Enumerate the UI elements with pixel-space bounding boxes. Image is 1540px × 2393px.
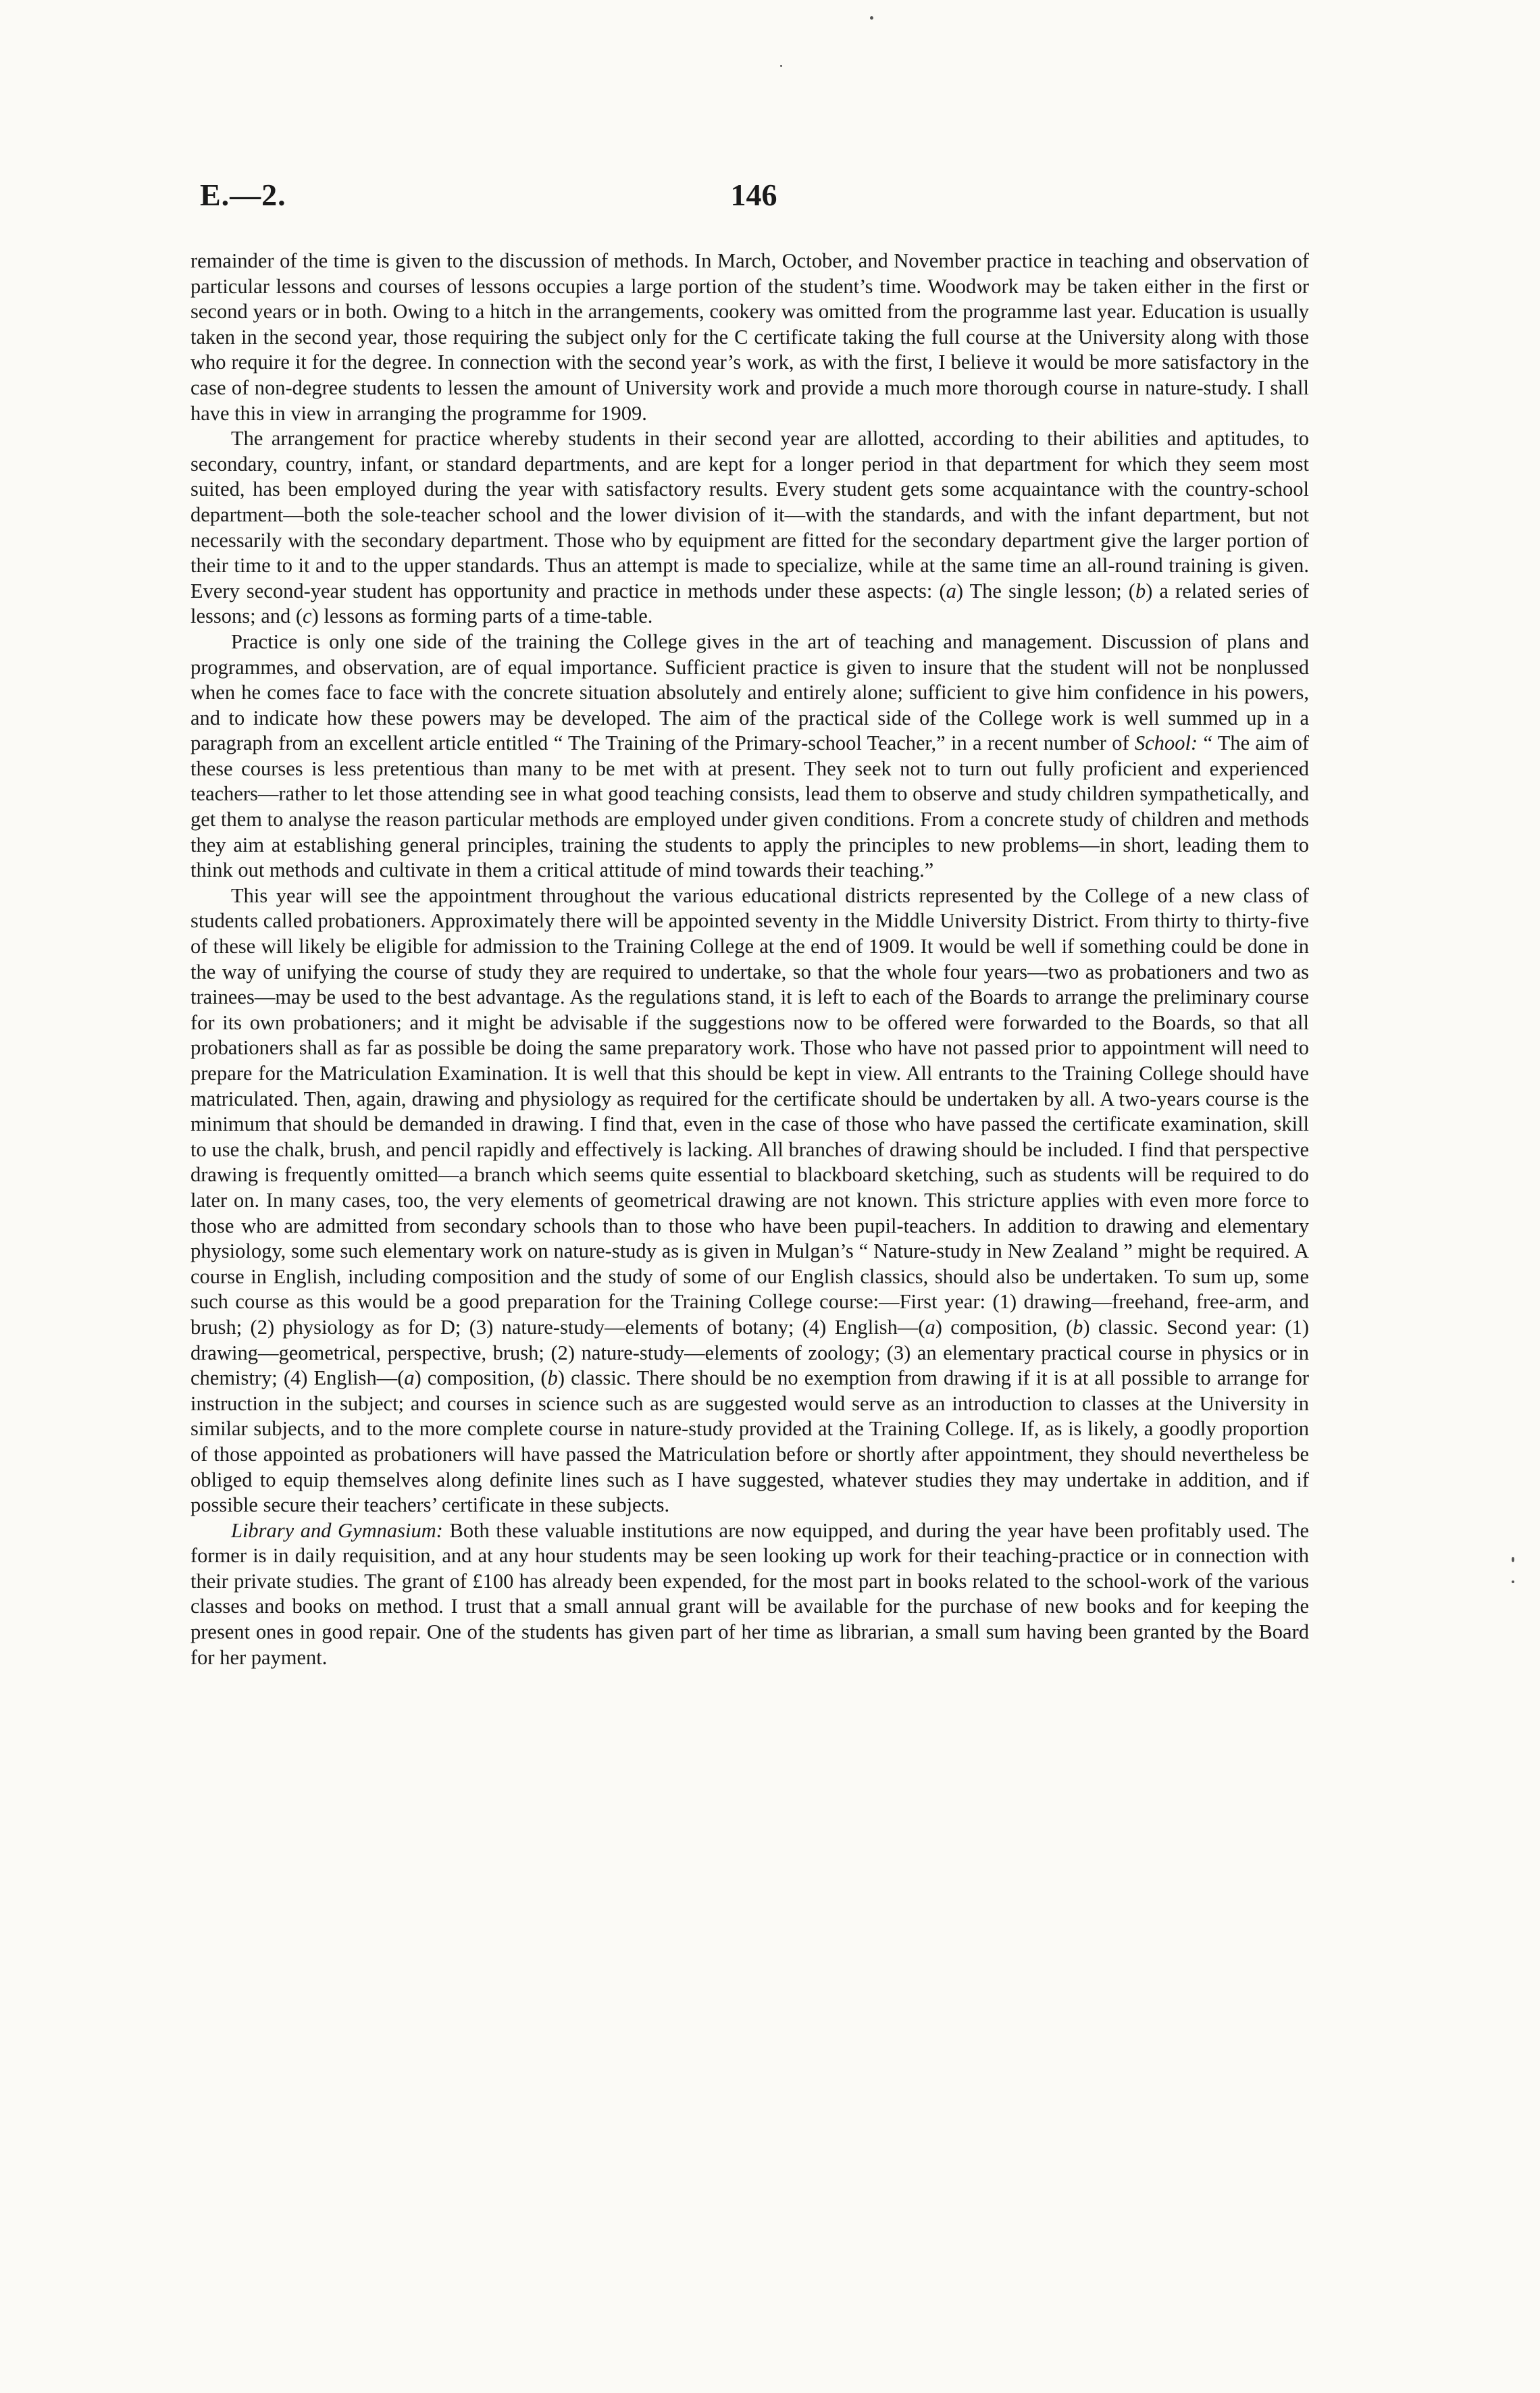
scan-speck bbox=[780, 65, 782, 67]
text-run: This year will see the appointment throughout the various educational districts represented by the College of a new class of students called probationers. Approximately there will be appointed seventy in the Middle University District. From thirty to thirty-five of these will likely be eligible for admission to the Training College at the end of 1909. It would be well if something could be done in the way of unifying the course of study they are required to undertake, so that the whole four years—two as probationers and two as trainees—may be used to the best advantage. As the regulations stand, it is left to each of the Boards to arrange the preliminary course for its own probationers; and it might be advisable if the suggestions now to be offered were forwarded to the Boards, so that all probationers shall as far as possible be doing the same preparatory work. Those who have not passed prior to appointment will need to prepare for the Matriculation Examination. It is well that this should be kept in view. All entrants to the Training College should have matriculated. Then, again, drawing and physiology as required for the certificate should be undertaken by all. A two-years course is the minimum that should be demanded in drawing. I find that, even in the case of those who have passed the certificate examination, skill to use the chalk, brush, and pencil rapidly and effectively is lacking. All branches of drawing should be included. I find that perspective drawing is frequently omitted—a branch which seems quite essential to blackboard sketching, such as students will be required to do later on. In many cases, too, the very elements of geometrical drawing are not known. This stricture applies with even more force to those who are admitted from secondary schools than to those who have been pupil-teachers. In addition to drawing and elementary physiology, some such elementary work on nature-study as is given in Mulgan’s “ Nature-study in New Zealand ” might be required. A course in English, including composition and the study of some of our English classics, should also be undertaken. To sum up, some such course as this would be a good preparation for the Training College course:—First year: (1) drawing—freehand, free-arm, and brush; (2) physiology as for D; (3) nature-study—elements of botany; (4) English—( bbox=[190, 883, 1309, 1339]
text-run: The arrangement for practice whereby students in their second year are allotted, according to their abilities and aptitudes, to secondary, country, infant, or standard departments, and are kept for a longer period in that department for which they seem most suited, has been employed during the year with satisfactory results. Every student gets some acquaintance with the country-school department—both the sole-teacher school and the lower division of it—with the standards, and with the infant department, but not necessarily with the secondary department. Those who by equipment are fitted for the secondary department give the larger portion of their time to it and to the upper standards. Thus an attempt is made to specialize, while at the same time an all-round training is given. Every second-year student has opportunity and practice in methods under these aspects: ( bbox=[190, 427, 1309, 602]
document-code: E.—2. bbox=[200, 178, 286, 212]
italic-text: c bbox=[303, 604, 312, 628]
text-run: Practice is only one side of the training the College gives in the art of teaching and management. Discussion of plans and programmes, and observation, are of equal importance. Sufficient practice is given to insure that the student will not be nonplussed when he comes face to face with the concrete situation absolutely and entirely alone; sufficient to give him confidence in his powers, and to indicate how these powers may be developed. The aim of the practical side of the College work is well summed up in a paragraph from an excellent article entitled “ The Training of the Primary-school Teacher,” in a recent number of bbox=[190, 629, 1309, 755]
text-run: ) a related series of lessons; and ( bbox=[190, 579, 1310, 628]
text-run: Both these valuable institutions are now equipped, and during the year have been profitably used. The former is in daily requisition, and at any hour students may be seen looking up work for their teaching-practice or in connection with their private studies. The grant of £100 has already been expended, for the most part in books related to the school-work of the various classes and books on method. I trust that a small annual grant will be available for the purchase of new books and for keeping the present ones in good repair. One of the students has given part of her time as librarian, a small sum having been granted by the Board for her payment. bbox=[190, 1518, 1309, 1669]
text-run: ) composition, ( bbox=[935, 1315, 1073, 1339]
scan-speck bbox=[1512, 1557, 1514, 1562]
text-run: ) composition, ( bbox=[414, 1366, 548, 1390]
italic-text: a bbox=[404, 1366, 415, 1390]
text-run: “ The aim of these courses is less pretentious than many to be met with at present. They seek not to turn out fully proficient and experienced teachers—rather to let those attending see in what good teaching consists, lead them to observe and study children sympathetically, and get them to analyse the reason particular methods are employed under given conditions. From a concrete study of children and methods they aim at establishing general principles, training the students to apply the principles to new problems—in short, leading them to think out methods and cultivate in them a critical attitude of mind towards their teaching.” bbox=[190, 731, 1310, 882]
italic-text: School: bbox=[1134, 731, 1198, 755]
paragraph-p1 bbox=[190, 249, 1309, 426]
italic-text: b bbox=[547, 1366, 558, 1390]
text-run: ) The single lesson; ( bbox=[956, 579, 1135, 602]
paragraph-p3 bbox=[190, 629, 1309, 883]
paragraph-p4 bbox=[190, 883, 1309, 1518]
text-run: ) classic. There should be no exemption from drawing if it is at all possible to arrange for instruction in the subject; and courses in science such as are suggested would serve as an introduction to classes at the University in similar subjects, and to the more complete course in nature-study provided at the Training College. If, as is likely, a goodly proportion of those appointed as probationers will have passed the Matriculation before or shortly after appointment, they should nevertheless be obliged to equip themselves along definite lines such as I have suggested, whatever studies they may undertake in addition, and if possible secure their teachers’ certificate in these subjects. bbox=[190, 1366, 1309, 1517]
body-text bbox=[190, 249, 1309, 1670]
text-run: remainder of the time is given to the discussion of methods. In March, October, and November practice in teaching and observation of particular lessons and courses of lessons occupies a large portion of the student’s time. Woodwork may be taken either in the first or second years or in both. Owing to a hitch in the arrangements, cookery was omitted from the programme last year. Education is usually taken in the second year, those requiring the subject only for the C certificate taking the full course at the University along with those who require it for the degree. In connection with the second year’s work, as with the first, I believe it would be more satisfactory in the case of non-degree students to lessen the amount of University work and provide a much more thorough course in nature-study. I shall have this in view in arranging the programme for 1909. bbox=[190, 249, 1309, 425]
italic-text: a bbox=[946, 579, 956, 602]
paragraph-p5 bbox=[190, 1518, 1309, 1671]
italic-text: b bbox=[1073, 1315, 1083, 1339]
text-run: ) classic. Second year: (1) drawing—geometrical, perspective, brush; (2) nature-study—elements of zoology; (3) an elementary practical course in physics or in chemistry; (4) English—( bbox=[190, 1315, 1310, 1390]
scan-speck bbox=[1512, 1580, 1514, 1583]
paragraph-p2 bbox=[190, 426, 1309, 629]
scan-speck bbox=[870, 16, 873, 20]
italic-text: a bbox=[925, 1315, 935, 1339]
italic-text: Library and Gymnasium: bbox=[231, 1518, 443, 1542]
running-head bbox=[200, 177, 1308, 224]
page-number: 146 bbox=[730, 178, 777, 212]
text-run: ) lessons as forming parts of a time-table. bbox=[311, 604, 653, 628]
italic-text: b bbox=[1135, 579, 1146, 602]
